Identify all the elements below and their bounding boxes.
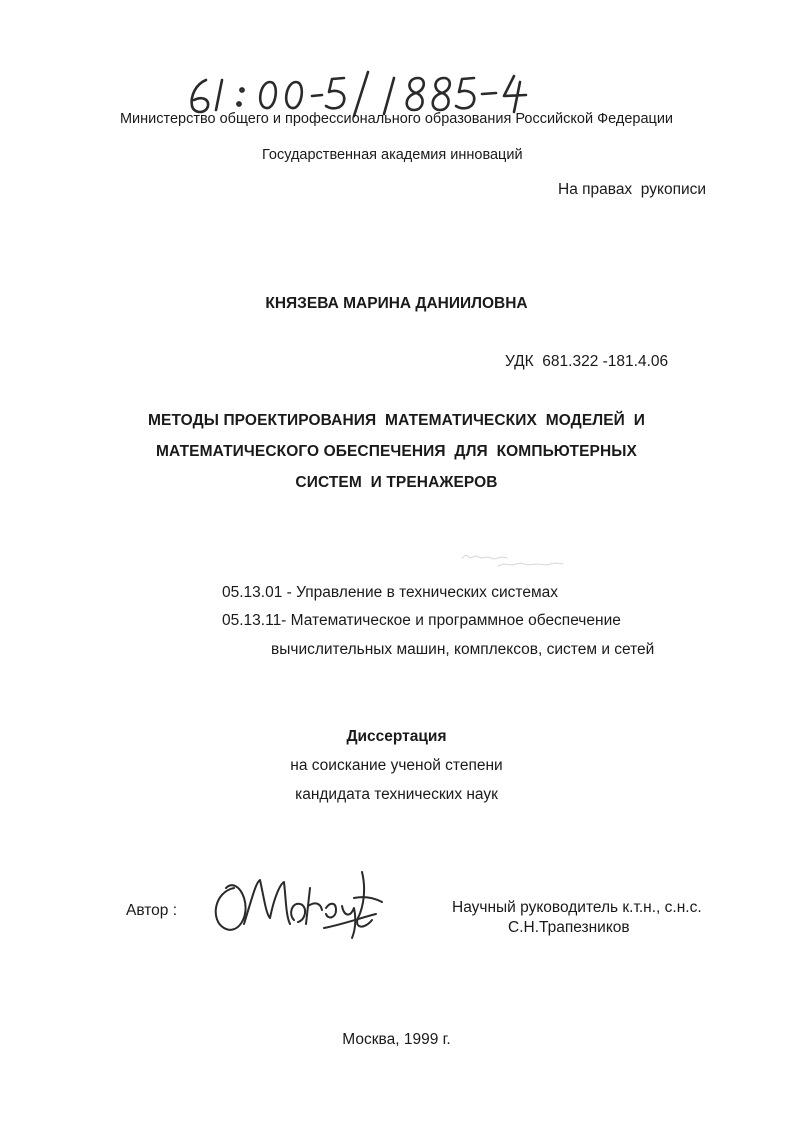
author-signature xyxy=(204,858,394,948)
title-line-2: МАТЕМАТИЧЕСКОГО ОБЕСПЕЧЕНИЯ ДЛЯ КОМПЬЮТЕРНЫХ xyxy=(156,443,637,460)
ministry-line: Министерство общего и профессионального образования Российской Федерации xyxy=(119,111,674,127)
faint-stamp-marks xyxy=(458,550,578,572)
supervisor-label: Научный руководитель к.т.н., с.н.с. xyxy=(452,899,702,916)
specialty-2-continuation: вычислительных машин, комплексов, систем и сетей xyxy=(271,641,655,658)
degree-line-1: на соискание ученой степени xyxy=(290,757,503,774)
city-and-year: Москва, 1999 г. xyxy=(342,1031,451,1048)
title-line-1: МЕТОДЫ ПРОЕКТИРОВАНИЯ МАТЕМАТИЧЕСКИХ МОДЕЛЕЙ И xyxy=(148,412,645,429)
author-full-name: КНЯЗЕВА МАРИНА ДАНИИЛОВНА xyxy=(265,295,528,312)
author-label: Автор : xyxy=(126,902,178,919)
manuscript-note: На правах рукописи xyxy=(558,181,707,198)
dissertation-title xyxy=(0,405,793,498)
udc-code: УДК 681.322 -181.4.06 xyxy=(505,353,669,370)
specialty-2: 05.13.11- Математическое и программное обеспечение xyxy=(222,612,621,629)
academy-name: Государственная академия инноваций xyxy=(262,147,523,163)
degree-line-2: кандидата технических наук xyxy=(295,786,498,803)
dissertation-label: Диссертация xyxy=(346,728,447,745)
title-line-3: СИСТЕМ И ТРЕНАЖЕРОВ xyxy=(295,474,498,491)
specialty-1: 05.13.01 - Управление в технических системах xyxy=(222,584,558,601)
supervisor-name: С.Н.Трапезников xyxy=(508,919,630,936)
